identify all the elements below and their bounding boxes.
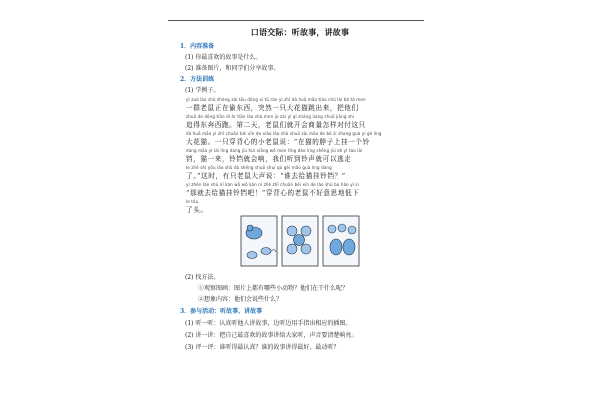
header-rule [168, 20, 424, 21]
section-2-heading: 2．方法训练 [180, 76, 215, 83]
passage-line: 了头。 [186, 206, 208, 214]
method-item-1: ①观察图画：图片上都有哪些小动物？他们在干什么呢？ [198, 285, 349, 292]
pinyin-line: yì zuò lǎo shǔ zhèng zài tōu dōng xi tū rán yì zhī dà huā māo tiào chū lái bǎ tā men [186, 97, 366, 102]
section-1-heading: 1．内容准备 [180, 43, 215, 50]
passage-line: 了。”这时，有只老鼠大声说：“谁去给猫挂铃铛？” [186, 172, 346, 180]
section-3-heading: 3．参与活动：听故事、讲故事 [180, 308, 263, 315]
passage-line: 大花猫。一只穿背心的小老鼠说：“在猫的脖子上挂一个铃 [186, 138, 370, 146]
method-item-2: ②想象内容：他们会说些什么？ [198, 296, 283, 303]
pinyin-line: le zhè shí yǒu lǎo shǔ dà shēng shuō shuí qù gěi māo guà líng dang [186, 165, 332, 170]
section-1-item-1: (1) 你最喜欢的故事是什么。 [185, 54, 262, 61]
passage-line: 追得东奔西跑。第二天，老鼠们就开会商量怎样对付这只 [186, 121, 366, 129]
passage-line: 铛，猫一来，铃铛就会响，我们听到铃声就可以逃走 [186, 155, 352, 163]
section-1-item-2: (2) 准备图片，和同学们分享故事。 [185, 65, 280, 72]
section-3-item-3: (3) 评一评：谁听得最认真？谁的故事讲得最好、最动听？ [185, 344, 340, 351]
pinyin-line: dang māo yì lái líng dang jiù huì xiǎng wǒ men tīng dào líng shēng jiù kě yǐ táo lái [186, 148, 363, 153]
pinyin-line: dà huā māo yì zhī chuān bèi xīn de xiǎo lǎo shǔ shuō zài māo de bó zi shang guà yí gè líng [186, 131, 382, 136]
pinyin-line: yí zhèn lǎo shǔ nǐ kàn wǒ wǒ kàn nǐ zhè zhī chuān bèi xīn de lǎo shǔ bù hǎo yì si [186, 182, 359, 187]
passage-line: “那就去给猫挂铃铛吧！”穿背心的老鼠不好意思地低下 [186, 189, 360, 197]
pinyin-line: le tóu [186, 199, 199, 204]
passage-line: 一群老鼠正在偷东西，突然一只大花猫跳出来，把他们 [186, 104, 359, 112]
method-label: (2) 找方法。 [185, 274, 220, 281]
section-3-item-1: (1) 听一听：认真听他人讲故事，边听边用手指出相应的插图。 [185, 320, 352, 327]
section-3-item-2: (2) 讲一讲：把自己最喜欢的故事讲给大家听，声音要清楚响亮。 [185, 332, 358, 339]
story-illustration [240, 215, 360, 267]
pinyin-line: zhuā de dōng tiān dì èr tiān lǎo shǔ men jù zài yì qǐ shāng liang shuō jiāng shì [186, 114, 355, 119]
example-label: (1) 学例子。 [185, 87, 220, 94]
page-title: 口语交际：听故事，讲故事 [250, 27, 350, 37]
